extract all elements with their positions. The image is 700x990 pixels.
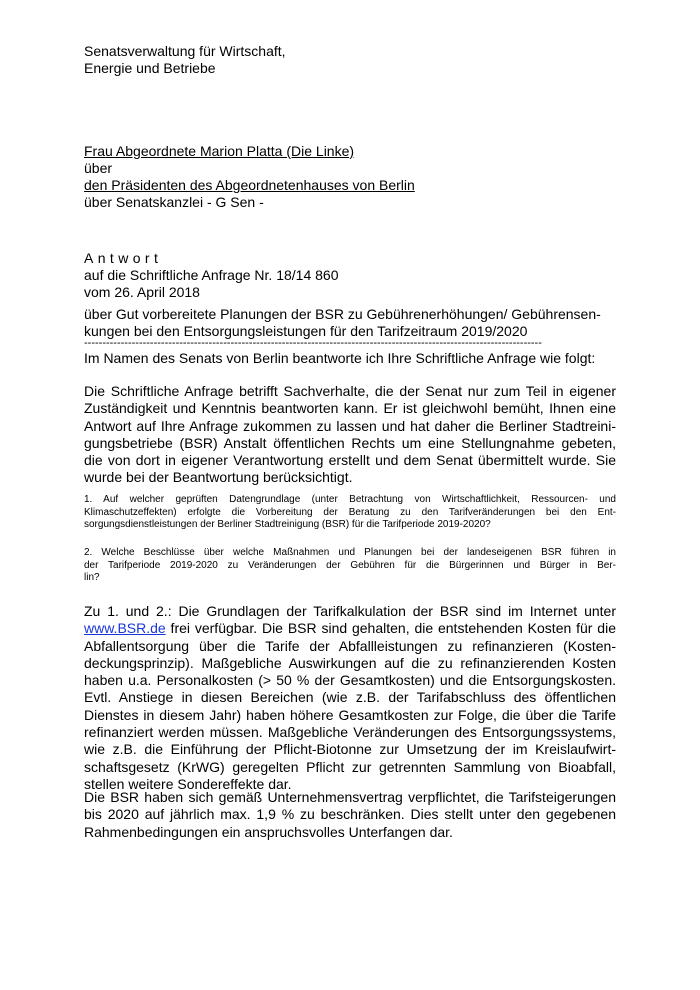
- answer-line: Dienstes in diesem Jahr) haben höhere Gesamtkosten zur Folge, die über die Tarife: [84, 706, 616, 723]
- question-2: [84, 547, 616, 585]
- answer-line: [84, 620, 616, 637]
- answer-1-2-paragraph: [84, 603, 616, 793]
- question-1: [84, 494, 616, 532]
- preamble-line: Zuständigkeit und Kenntnis beantworten kann. Er ist gleichwohl bemüht, Ihnen eine: [84, 400, 616, 417]
- closing-paragraph: [84, 789, 616, 841]
- answer-line: refinanziert werden müssen. Maßgebliche Veränderungen des Entsorgungssystems,: [84, 724, 616, 741]
- preamble-line: Antwort auf Ihre Anfrage zukommen zu lassen und hat daher die Berliner Stadtreini-: [84, 417, 616, 434]
- question-line: 2. Welche Beschlüsse über welche Maßnahmen und Planungen bei der landeseigenen BSR führen in: [84, 547, 616, 558]
- answer-line: Evtl. Anstiege in diesen Bereichen (wie z.B. der Tarifabschluss des öffentlichen: [84, 689, 616, 706]
- separator-line: -----------------------------------------------------------------------------------------------------------------------------: [84, 337, 542, 349]
- question-line: 1. Auf welcher geprüften Datengrundlage (unter Betrachtung von Wirtschaftlichkeit, Ressourcen- und: [84, 494, 616, 505]
- preamble-line: die von dort in eigener Verantwortung erstellt und dem Senat übermittelt wurde. Sie: [84, 452, 616, 469]
- answer-line: stellen weitere Sondereffekte dar.: [84, 775, 292, 792]
- question-line: Klimaschutzeffekten) erfolgte die Vorbereitung der Beratung zu den Tarifveränderungen bei den Ent-: [84, 506, 616, 518]
- preamble-line: wurde bei der Beantwortung berücksichtigt.: [84, 469, 353, 486]
- answer-heading: Antwort: [84, 250, 163, 266]
- preamble-paragraph: [84, 383, 616, 487]
- preamble-line: gungsbetriebe (BSR) Anstalt öffentlichen Rechts um eine Stellungnahme gebeten,: [84, 434, 616, 451]
- answer-line: wie z.B. die Einführung der Pflicht-Biotonne zur Umsetzung der im Kreislaufwirt-: [84, 741, 616, 758]
- answer-line-text: frei verfügbar. Die BSR sind gehalten, die entstehenden Kosten für die: [165, 620, 616, 637]
- preamble-line: Die Schriftliche Anfrage betrifft Sachverhalte, die der Senat nur zum Teil in eigener: [84, 383, 616, 399]
- answer-header: [84, 250, 616, 301]
- answer-date: vom 26. April 2018: [84, 284, 200, 300]
- subject-line: kungen bei den Entsorgungsleistungen für den Tarifzeitraum 2019/2020: [84, 323, 528, 339]
- recipient-president: den Präsidenten des Abgeordnetenhauses von Berlin: [84, 177, 415, 193]
- closing-line: bis 2020 auf jährlich max. 1,9 % zu beschränken. Dies stellt unter den gegebenen: [84, 806, 616, 823]
- closing-line: Die BSR haben sich gemäß Unternehmensvertrag verpflichtet, die Tarifsteigerungen: [84, 789, 616, 805]
- closing-line: Rahmenbedingungen ein anspruchsvolles Unterfangen dar.: [84, 823, 453, 840]
- answer-line: Zu 1. und 2.: Die Grundlagen der Tarifkalkulation der BSR sind im Internet unter: [84, 603, 616, 619]
- subject-block: [84, 306, 616, 340]
- subject-line: über Gut vorbereitete Planungen der BSR zu Gebührenerhöhungen/ Gebührensen-: [84, 306, 601, 322]
- question-line: der Tarifperiode 2019-2020 zu Veränderungen der Gebühren für die Bürgerinnen und Bürger in Ber-: [84, 559, 616, 571]
- bsr-website-link[interactable]: www.BSR.de: [84, 620, 166, 637]
- recipient-name: Frau Abgeordnete Marion Platta (Die Linke): [84, 143, 355, 159]
- answer-line: deckungsprinzip). Maßgebliche Auswirkungen auf die zu refinanzierenden Kosten: [84, 654, 616, 671]
- intro-text: Im Namen des Senats von Berlin beantworte ich Ihre Schriftliche Anfrage wie folgt:: [84, 350, 596, 366]
- sender-line: Energie und Betriebe: [84, 60, 216, 76]
- answer-reference: auf die Schriftliche Anfrage Nr. 18/14 860: [84, 267, 339, 283]
- question-line: lin?: [84, 572, 100, 583]
- answer-line: schaftsgesetz (KrWG) geregelten Pflicht zur getrennten Sammlung von Bioabfall,: [84, 758, 616, 775]
- recipient-chancellery: über Senatskanzlei - G Sen -: [84, 194, 264, 210]
- sender-line: Senatsverwaltung für Wirtschaft,: [84, 43, 286, 59]
- question-line: sorgungsdienstleistungen der Berliner Stadtreinigung (BSR) für die Tarifperiode 2019-2020?: [84, 519, 491, 530]
- recipient-block: [84, 143, 616, 211]
- answer-line: haben u.a. Personalkosten (> 50 % der Gesamtkosten) und die Entsorgungskosten.: [84, 672, 616, 689]
- sender-block: [84, 43, 616, 77]
- recipient-via: über: [84, 160, 113, 176]
- answer-line: Abfallentsorgung über die Tarife der Abfallleistungen zu refinanzieren (Kosten-: [84, 637, 616, 654]
